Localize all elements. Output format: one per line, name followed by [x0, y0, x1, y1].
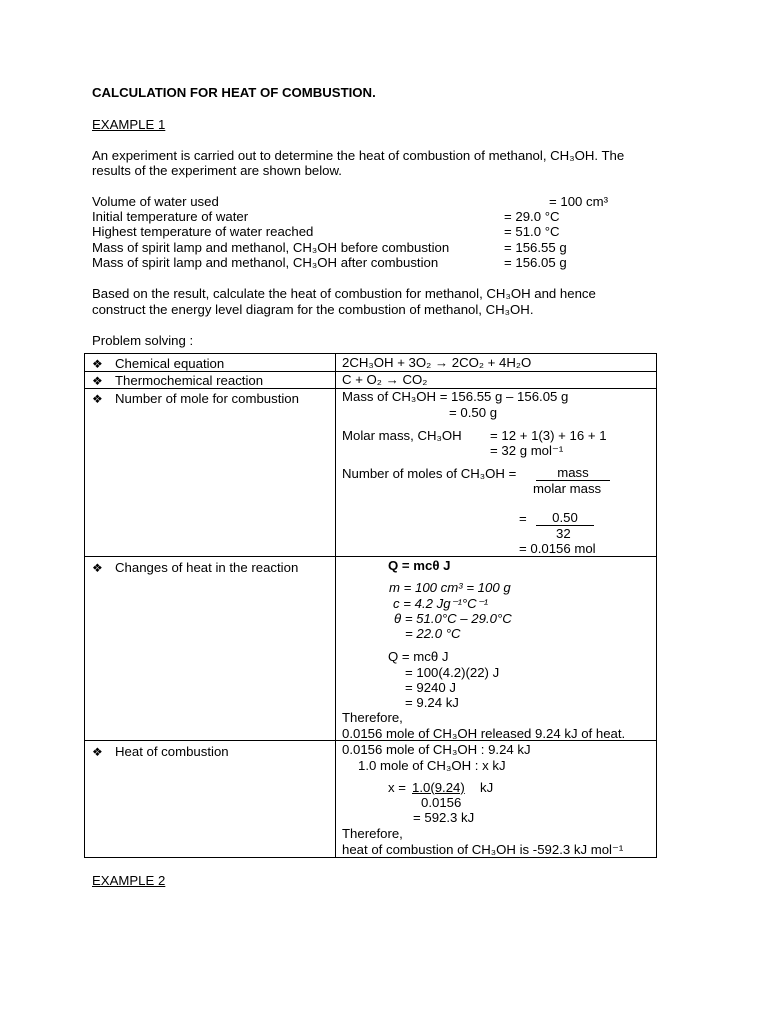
row-label-number-of-mole: Number of mole for combustion	[115, 391, 299, 406]
temperature-change-result: = 22.0 °C	[405, 626, 461, 641]
moles-denominator: molar mass	[533, 481, 602, 496]
page-title: CALCULATION FOR HEAT OF COMBUSTION.	[92, 85, 376, 100]
moles-result: = 0.0156 mol	[519, 541, 596, 556]
thermochemical-value: C + O₂ → CO₂	[342, 372, 428, 387]
molar-mass-sum: = 12 + 1(3) + 16 + 1	[490, 428, 607, 443]
bullet-icon: ❖	[92, 561, 103, 575]
mole-ratio-line-1: 0.0156 mole of CH₃OH : 9.24 kJ	[342, 742, 531, 757]
result-label: Highest temperature of water reached	[92, 224, 314, 239]
example-1-heading: EXAMPLE 1	[92, 117, 166, 132]
result-value: = 156.55 g	[504, 240, 567, 255]
heat-of-combustion-conclusion: heat of combustion of CH₃OH is -592.3 kJ mol⁻¹	[342, 842, 624, 857]
table-rule	[84, 353, 85, 858]
chemical-equation-value: 2CH₃OH + 3O₂ → 2CO₂ + 4H₂O	[342, 355, 532, 370]
mass-result: = 0.50 g	[449, 405, 498, 420]
moles-numerator: mass	[536, 466, 610, 481]
result-value: = 156.05 g	[504, 255, 567, 270]
intro-line-2: results of the experiment are shown below.	[92, 163, 342, 178]
result-label: Initial temperature of water	[92, 209, 249, 224]
result-label: Mass of spirit lamp and methanol, CH₃OH before combustion	[92, 240, 450, 255]
heat-calc-line-2: = 100(4.2)(22) J	[405, 665, 500, 680]
mass-of-water: m = 100 cm³ = 100 g	[389, 580, 511, 595]
therefore-label: Therefore,	[342, 710, 403, 725]
heat-calc-line-1: Q = mcθ J	[388, 649, 449, 664]
moles-formula-label: Number of moles of CH₃OH =	[342, 466, 517, 481]
x-denominator: 0.0156	[421, 795, 462, 810]
row-label-thermochemical: Thermochemical reaction	[115, 373, 264, 388]
mole-ratio-line-2: 1.0 mole of CH₃OH : x kJ	[358, 758, 506, 773]
bullet-icon: ❖	[92, 374, 103, 388]
mass-calculation: Mass of CH₃OH = 156.55 g – 156.05 g	[342, 389, 569, 404]
heat-calc-line-3: = 9240 J	[405, 680, 456, 695]
table-rule	[656, 353, 657, 858]
bullet-icon: ❖	[92, 392, 103, 406]
result-label: Mass of spirit lamp and methanol, CH₃OH after combustion	[92, 255, 439, 270]
molar-mass-result: = 32 g mol⁻¹	[490, 443, 564, 458]
temperature-change: θ = 51.0°C – 29.0°C	[394, 611, 512, 626]
row-label-changes-of-heat: Changes of heat in the reaction	[115, 560, 299, 575]
therefore-label: Therefore,	[342, 826, 403, 841]
bullet-icon: ❖	[92, 745, 103, 759]
result-value: = 29.0 °C	[504, 209, 560, 224]
example-2-heading: EXAMPLE 2	[92, 873, 166, 888]
molar-mass-label: Molar mass, CH₃OH	[342, 428, 462, 443]
result-value: = 51.0 °C	[504, 224, 560, 239]
x-unit: kJ	[480, 780, 494, 795]
intro-line-1: An experiment is carried out to determine the heat of combustion of methanol, CH₃OH. The	[92, 148, 625, 163]
heat-formula: Q = mcθ J	[388, 558, 451, 573]
specific-heat: c = 4.2 Jg⁻¹°C⁻¹	[393, 596, 489, 611]
x-numerator: 1.0(9.24)	[412, 780, 465, 795]
problem-solving-label: Problem solving :	[92, 333, 194, 348]
result-value: = 100 cm³	[549, 194, 609, 209]
question-line-2: construct the energy level diagram for the combustion of methanol, CH₃OH.	[92, 302, 534, 317]
row-label-heat-of-combustion: Heat of combustion	[115, 744, 229, 759]
heat-calc-line-4: = 9.24 kJ	[405, 695, 459, 710]
x-equals: x =	[388, 780, 406, 795]
moles-fraction-denominator: 32	[556, 526, 571, 541]
heat-released-conclusion: 0.0156 mole of CH₃OH released 9.24 kJ of heat.	[342, 726, 626, 741]
table-rule	[335, 353, 336, 858]
moles-equals: =	[519, 511, 527, 526]
table-rule	[84, 353, 657, 354]
result-label: Volume of water used	[92, 194, 219, 209]
row-label-chemical-equation: Chemical equation	[115, 356, 225, 371]
x-result: = 592.3 kJ	[413, 810, 475, 825]
question-line-1: Based on the result, calculate the heat of combustion for methanol, CH₃OH and hence	[92, 286, 596, 301]
moles-fraction-numerator: 0.50	[536, 511, 594, 526]
bullet-icon: ❖	[92, 357, 103, 371]
